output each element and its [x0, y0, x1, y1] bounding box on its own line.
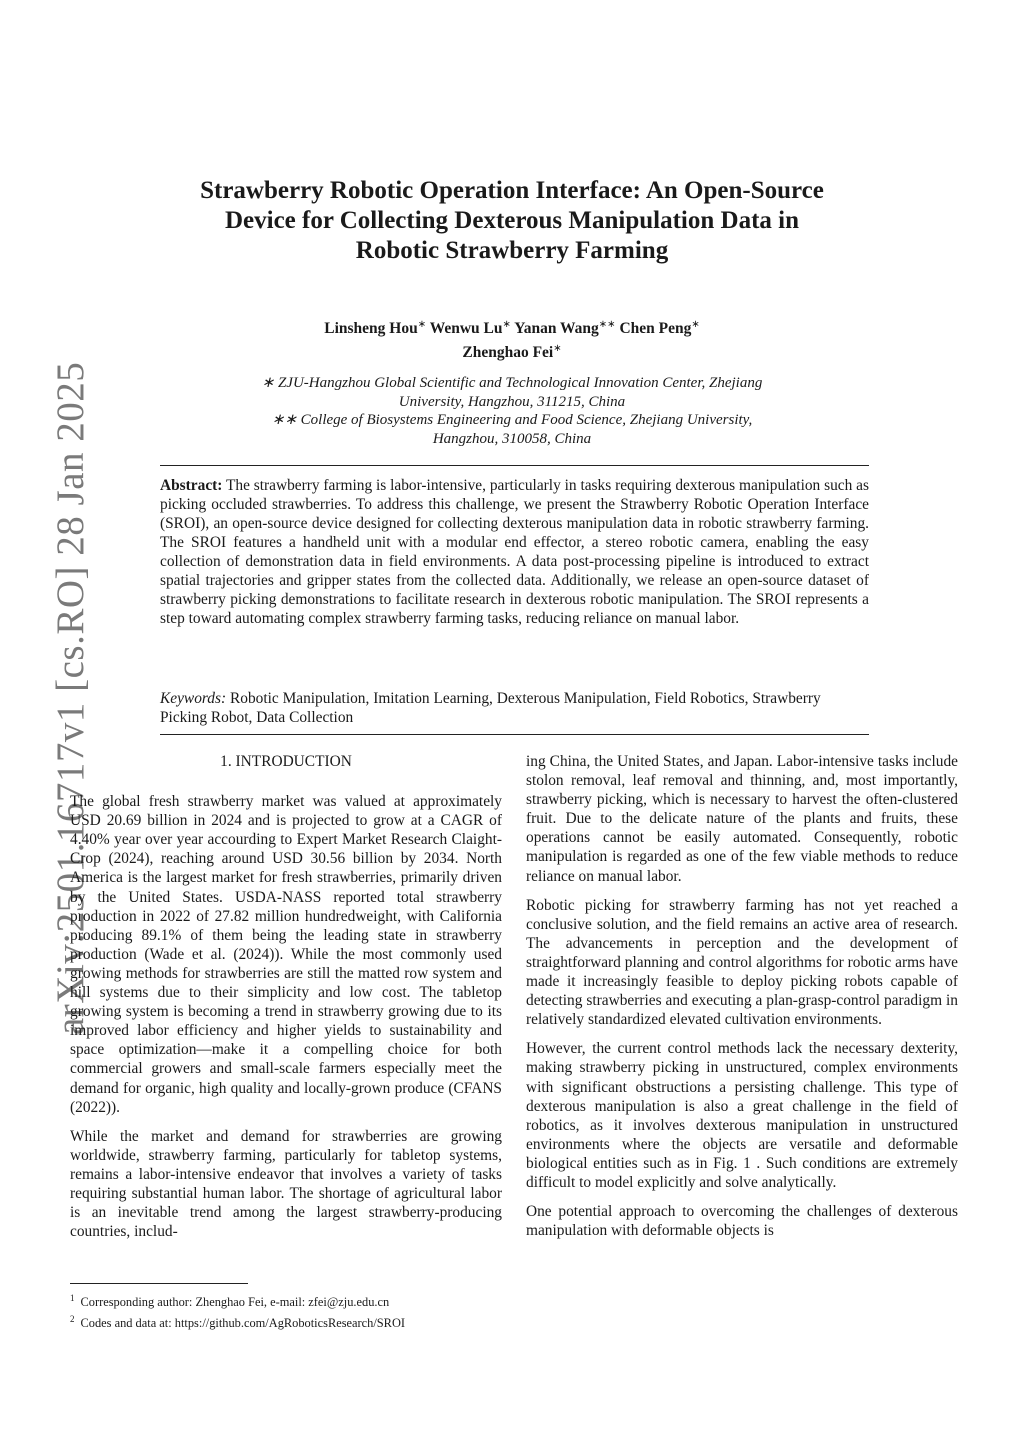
paragraph: ing China, the United States, and Japan. Labor-intensive tasks include stolon removal, leaf removal and thinning, and, most importantly, strawberry picking, which is necessary to harvest the often-clustered fruit. Due to the delicate nature of the plants and fruits, these operations cannot be easily automated. Consequently, robotic manipulation is regarded as one of the few viable methods to reduce reliance on manual labor. [526, 753, 958, 885]
paragraph: While the market and demand for strawberries are growing worldwide, strawberry farming, particularly for tabletop systems, remains a labor-intensive endeavor that involves a variety of tasks requiring substantial human labor. The shortage of agricultural labor is an inevitable trend among the largest strawberry-producing countries, includ- [70, 1127, 502, 1241]
footnote-number: 2 [70, 1314, 75, 1325]
footnote [70, 1290, 510, 1311]
author-list [240, 315, 784, 363]
affiliation-mark: ∗ [691, 319, 700, 330]
footnote [70, 1311, 510, 1332]
affiliation: ∗∗ College of Biosystems Engineering and Food Science, Zhejiang University, Hangzhou, 310058, China [271, 412, 753, 447]
footnote-text: Corresponding author: Zhenghao Fei, e-mail: zfei@zju.edu.cn [80, 1295, 390, 1310]
footnote-number: 1 [70, 1293, 75, 1303]
paragraph: Robotic picking for strawberry farming has not yet reached a conclusive solution, and the field remains an active area of research. The advancements in perception and the development of straightforward planning and control algorithms for robotic arms have made it increasingly feasible to deploy picking robots capable of detecting strawberries and executing a plan-grasp-control paradigm in relatively standardized elevated cultivation environments. [526, 896, 958, 1029]
paragraph: The global fresh strawberry market was valued at approximately USD 20.69 billion in 2024 and is projected to grow at a CAGR of 4.40% year over year accourding to Expert Market Research Claight-Crop (2024), reaching around USD 30.56 billion by 2034. North America is the largest market for fresh strawberries, primarily driven by the United States. USDA-NASS reported total strawberry production in 2022 of 27.82 million hundredweight, with California producing 89.1% of them being the leading state in strawberry production (Wade et al. (2024)). While the most commonly used growing methods for strawberries are still the matted row system and hill systems due to their simplicity and low cost. The tabletop growing system is becoming a trend in strawberry growing due to its improved labor efficiency and higher yields to sustainability and space optimization—make it a compelling choice for both commercial growers and small-scale farmers especially meet the demand for organic, high quality and locally-grown produce (CFANS (2022)). [70, 793, 502, 1116]
author: Yanan Wang [514, 320, 599, 338]
footnote-text: Codes and data at: https://github.com/AgRoboticsResearch/SROI [80, 1316, 406, 1331]
affiliation-mark: ∗ [417, 319, 427, 330]
section-heading: 1. INTRODUCTION [220, 753, 352, 770]
footnote-rule [70, 1283, 248, 1284]
footnotes [70, 1290, 510, 1332]
author: Chen Peng [619, 320, 692, 338]
author: Linsheng Hou [324, 320, 418, 338]
affiliation-mark: ∗∗ [598, 319, 616, 330]
right-column [526, 752, 958, 1250]
affiliation-mark: ∗ [502, 319, 511, 330]
keywords-text: Robotic Manipulation, Imitation Learning, Dexterous Manipulation, Field Robotics, Strawberry Picking Robot, Data Collection [160, 690, 821, 726]
abstract-bottom-rule [160, 734, 869, 735]
arxiv-identifier: arXiv:2501.16717v1 [cs.RO] 28 Jan 2025 [49, 361, 92, 1035]
paragraph: One potential approach to overcoming the challenges of dexterous manipulation with deformable objects is [526, 1203, 958, 1240]
keywords [160, 689, 869, 727]
affiliations [250, 374, 774, 448]
affiliation: ∗ ZJU-Hangzhou Global Scientific and Technological Innovation Center, Zhejiang University, Hangzhou, 311215, China [261, 375, 763, 410]
left-column [70, 752, 502, 1251]
abstract-label: Abstract: [160, 477, 223, 494]
abstract-text: The strawberry farming is labor-intensive, particularly in tasks requiring dexterous manipulation such as picking occluded strawberries. To address this challenge, we present the Strawberry Robotic Operation Interface (SROI), an open-source device designed for collecting dexterous manipulation data in robotic strawberry farming. The SROI features a handheld unit with a modular end effector, a stereo robotic camera, enabling the easy collection of demonstration data in field environments. A data post-processing pipeline is introduced to extract spatial trajectories and gripper states from the collected data. Additionally, we release an open-source dataset of strawberry picking demonstrations to facilitate research in dexterous robotic manipulation. The SROI represents a step toward automating complex strawberry farming tasks, reducing reliance on manual labor. [160, 477, 869, 627]
paragraph: However, the current control methods lack the necessary dexterity, making strawberry picking in unstructured, complex environments with significant obstructions a persisting challenge. This type of dexterous manipulation is also a great challenge in the field of robotics, as it involves dexterous manipulation in unstructured environments where the objects are versatile and deformable biological entities such as in Fig. 1 . Such conditions are extremely difficult to model explicitly and solve analytically. [526, 1040, 958, 1191]
author: Wenwu Lu [429, 320, 503, 338]
affiliation-mark: ∗ [553, 343, 562, 355]
abstract [160, 476, 869, 628]
paper-title: Strawberry Robotic Operation Interface: An Open-Source Device for Collecting Dexterous Manipulation Data in Robotic Strawberry Farming [200, 177, 824, 264]
keywords-label: Keywords: [160, 690, 227, 707]
abstract-top-rule [160, 465, 869, 466]
author: Zhenghao Fei [462, 344, 554, 362]
